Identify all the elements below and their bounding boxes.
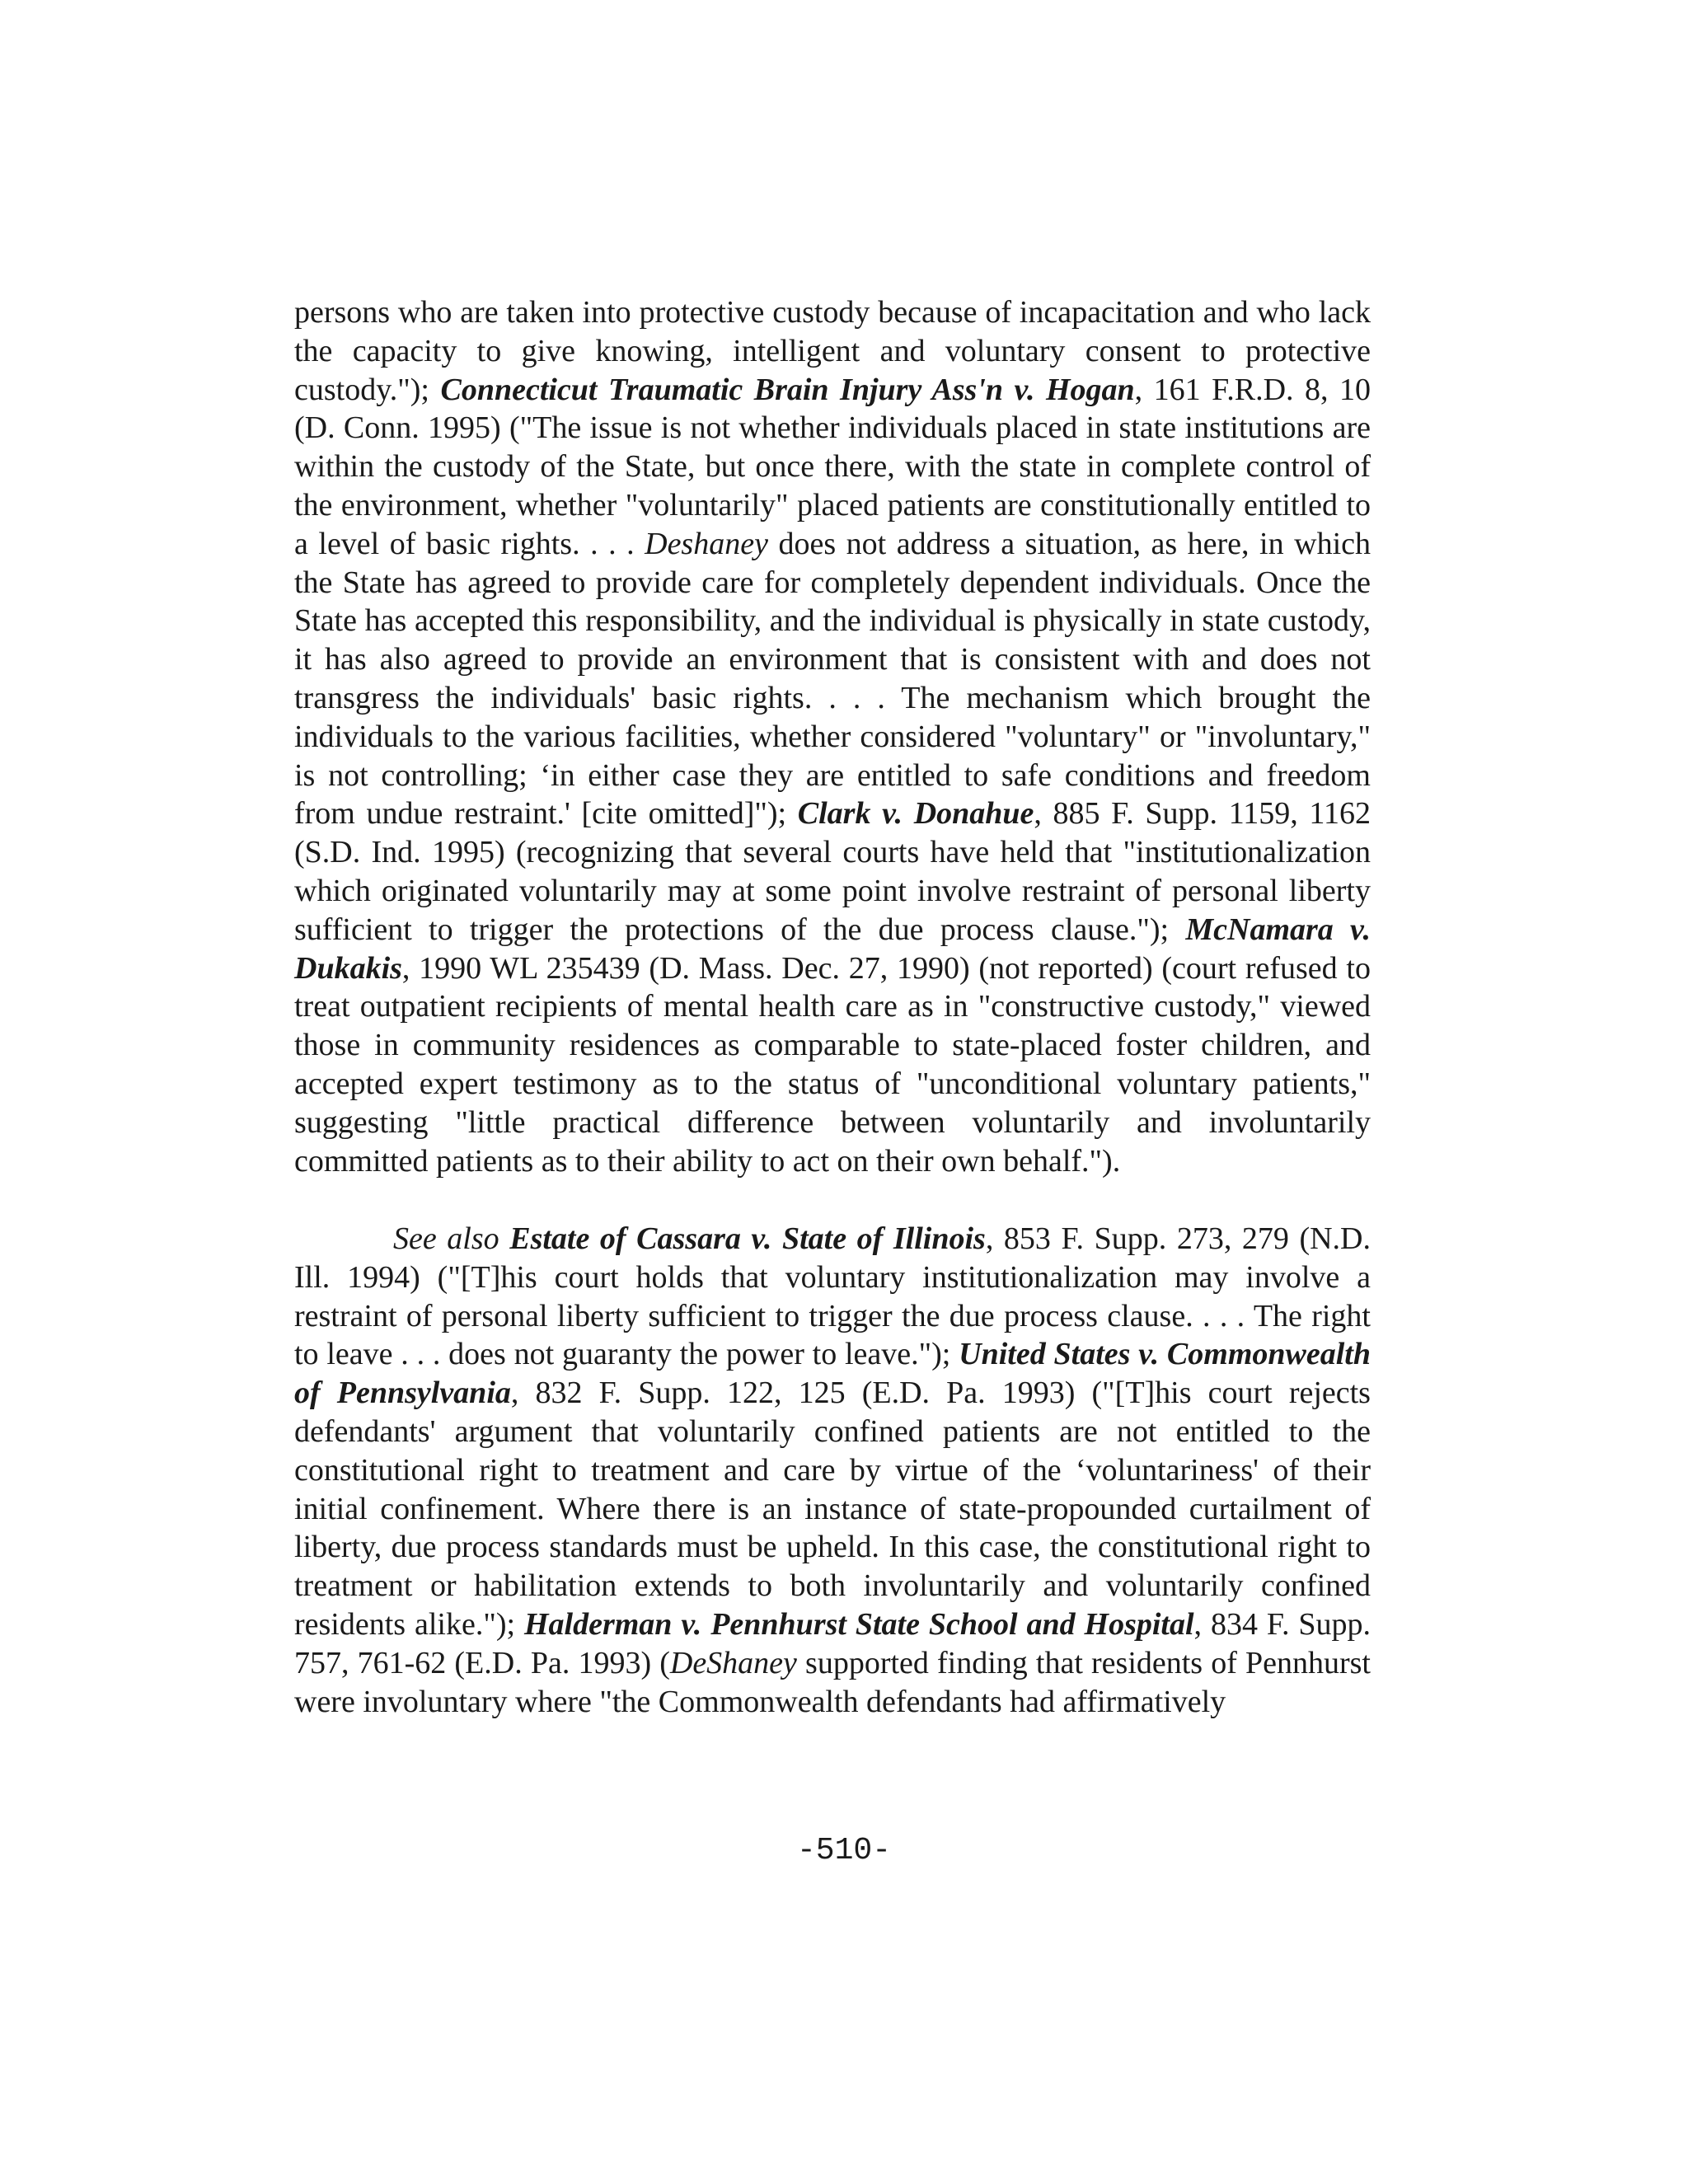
text-segment: supported finding that residents of Pennhurst were involuntary where "the Commonwealth defendants had affirmatively [294, 1645, 1371, 1719]
case-citation: United States v. Commonwealth of Pennsylvania [294, 1337, 1371, 1411]
paragraph-2 [294, 1220, 1371, 1721]
italic-case-name: DeShaney [669, 1645, 797, 1680]
text-segment: persons who are taken into protective custody because of incapacitation and who lack the capacity to give knowing, intelligent and voluntary consent to protective custody."); [294, 295, 1371, 407]
paragraph-1 [294, 293, 1371, 1180]
case-citation: Clark v. Donahue [797, 796, 1034, 832]
case-citation: Estate of Cassara v. State of Illinois [509, 1221, 986, 1256]
text-segment: does not address a situation, as here, in which the State has agreed to provide care for completely dependent individuals. Once the State has accepted this responsibility, and the individual is physically in state custody, it has also agreed to provide an environment that is consistent with and does not transgress the individuals' basic rights. . . . The mechanism which brought the individuals to the various facilities, whether considered "voluntary" or "involuntary," is not controlling; ‘in either case they are entitled to safe conditions and freedom from undue restraint.' [cite omitted]"); [294, 526, 1371, 832]
case-citation: Halderman v. Pennhurst State School and Hospital [523, 1606, 1194, 1642]
text-segment: , 161 F.R.D. 8, 10 (D. Conn. 1995) ("The issue is not whether individuals placed in state institutions are within the custody of the State, but once there, with the state in complete control of the environment, whether "voluntarily" placed patients are constitutionally entitled to a level of basic rights. . . . [294, 372, 1372, 561]
page-number: -510- [796, 1833, 892, 1868]
case-citation: McNamara v. Dukakis [294, 912, 1371, 986]
text-segment [499, 1221, 510, 1256]
italic-case-name: Deshaney [645, 526, 768, 561]
text-segment: , 832 F. Supp. 122, 125 (E.D. Pa. 1993) ("[T]his court rejects defendants' argument that voluntarily confined patients are not entitled to the constitutional right to treatment and care by virtue of the ‘voluntariness' of their initial confinement. Where there is an instance of state-propounded curtailment of liberty, due process standards must be upheld. In this case, the constitutional right to treatment or habilitation extends to both involuntarily and voluntarily confined residents alike."); [294, 1376, 1371, 1642]
case-citation: Connecticut Traumatic Brain Injury Ass'n v. Hogan [440, 372, 1135, 407]
text-segment: , 834 F. Supp. 757, 761-62 (E.D. Pa. 1993) ( [294, 1606, 1371, 1680]
text-segment: , 853 F. Supp. 273, 279 (N.D. Ill. 1994) ("[T]his court holds that voluntary institutionalization may involve a restraint of personal liberty sufficient to trigger the due process clause. . . . The right to leave . . . does not guaranty the power to leave."); [294, 1221, 1372, 1372]
text-segment: , 885 F. Supp. 1159, 1162 (S.D. Ind. 1995) (recognizing that several courts have held that "institutionalization which originated voluntarily may at some point involve restraint of personal liberty sufficient to trigger the protections of the due process clause."); [294, 796, 1372, 947]
text-segment: , 1990 WL 235439 (D. Mass. Dec. 27, 1990) (not reported) (court refused to treat outpatient recipients of mental health care as in "constructive custody," viewed those in community residences as comparable to state-placed foster children, and accepted expert testimony as to the status of "unconditional voluntary patients," suggesting "little practical difference between voluntarily and involuntarily committed patients as to their ability to act on their own behalf."). [294, 950, 1371, 1179]
signal-see-also: See also [393, 1221, 499, 1256]
